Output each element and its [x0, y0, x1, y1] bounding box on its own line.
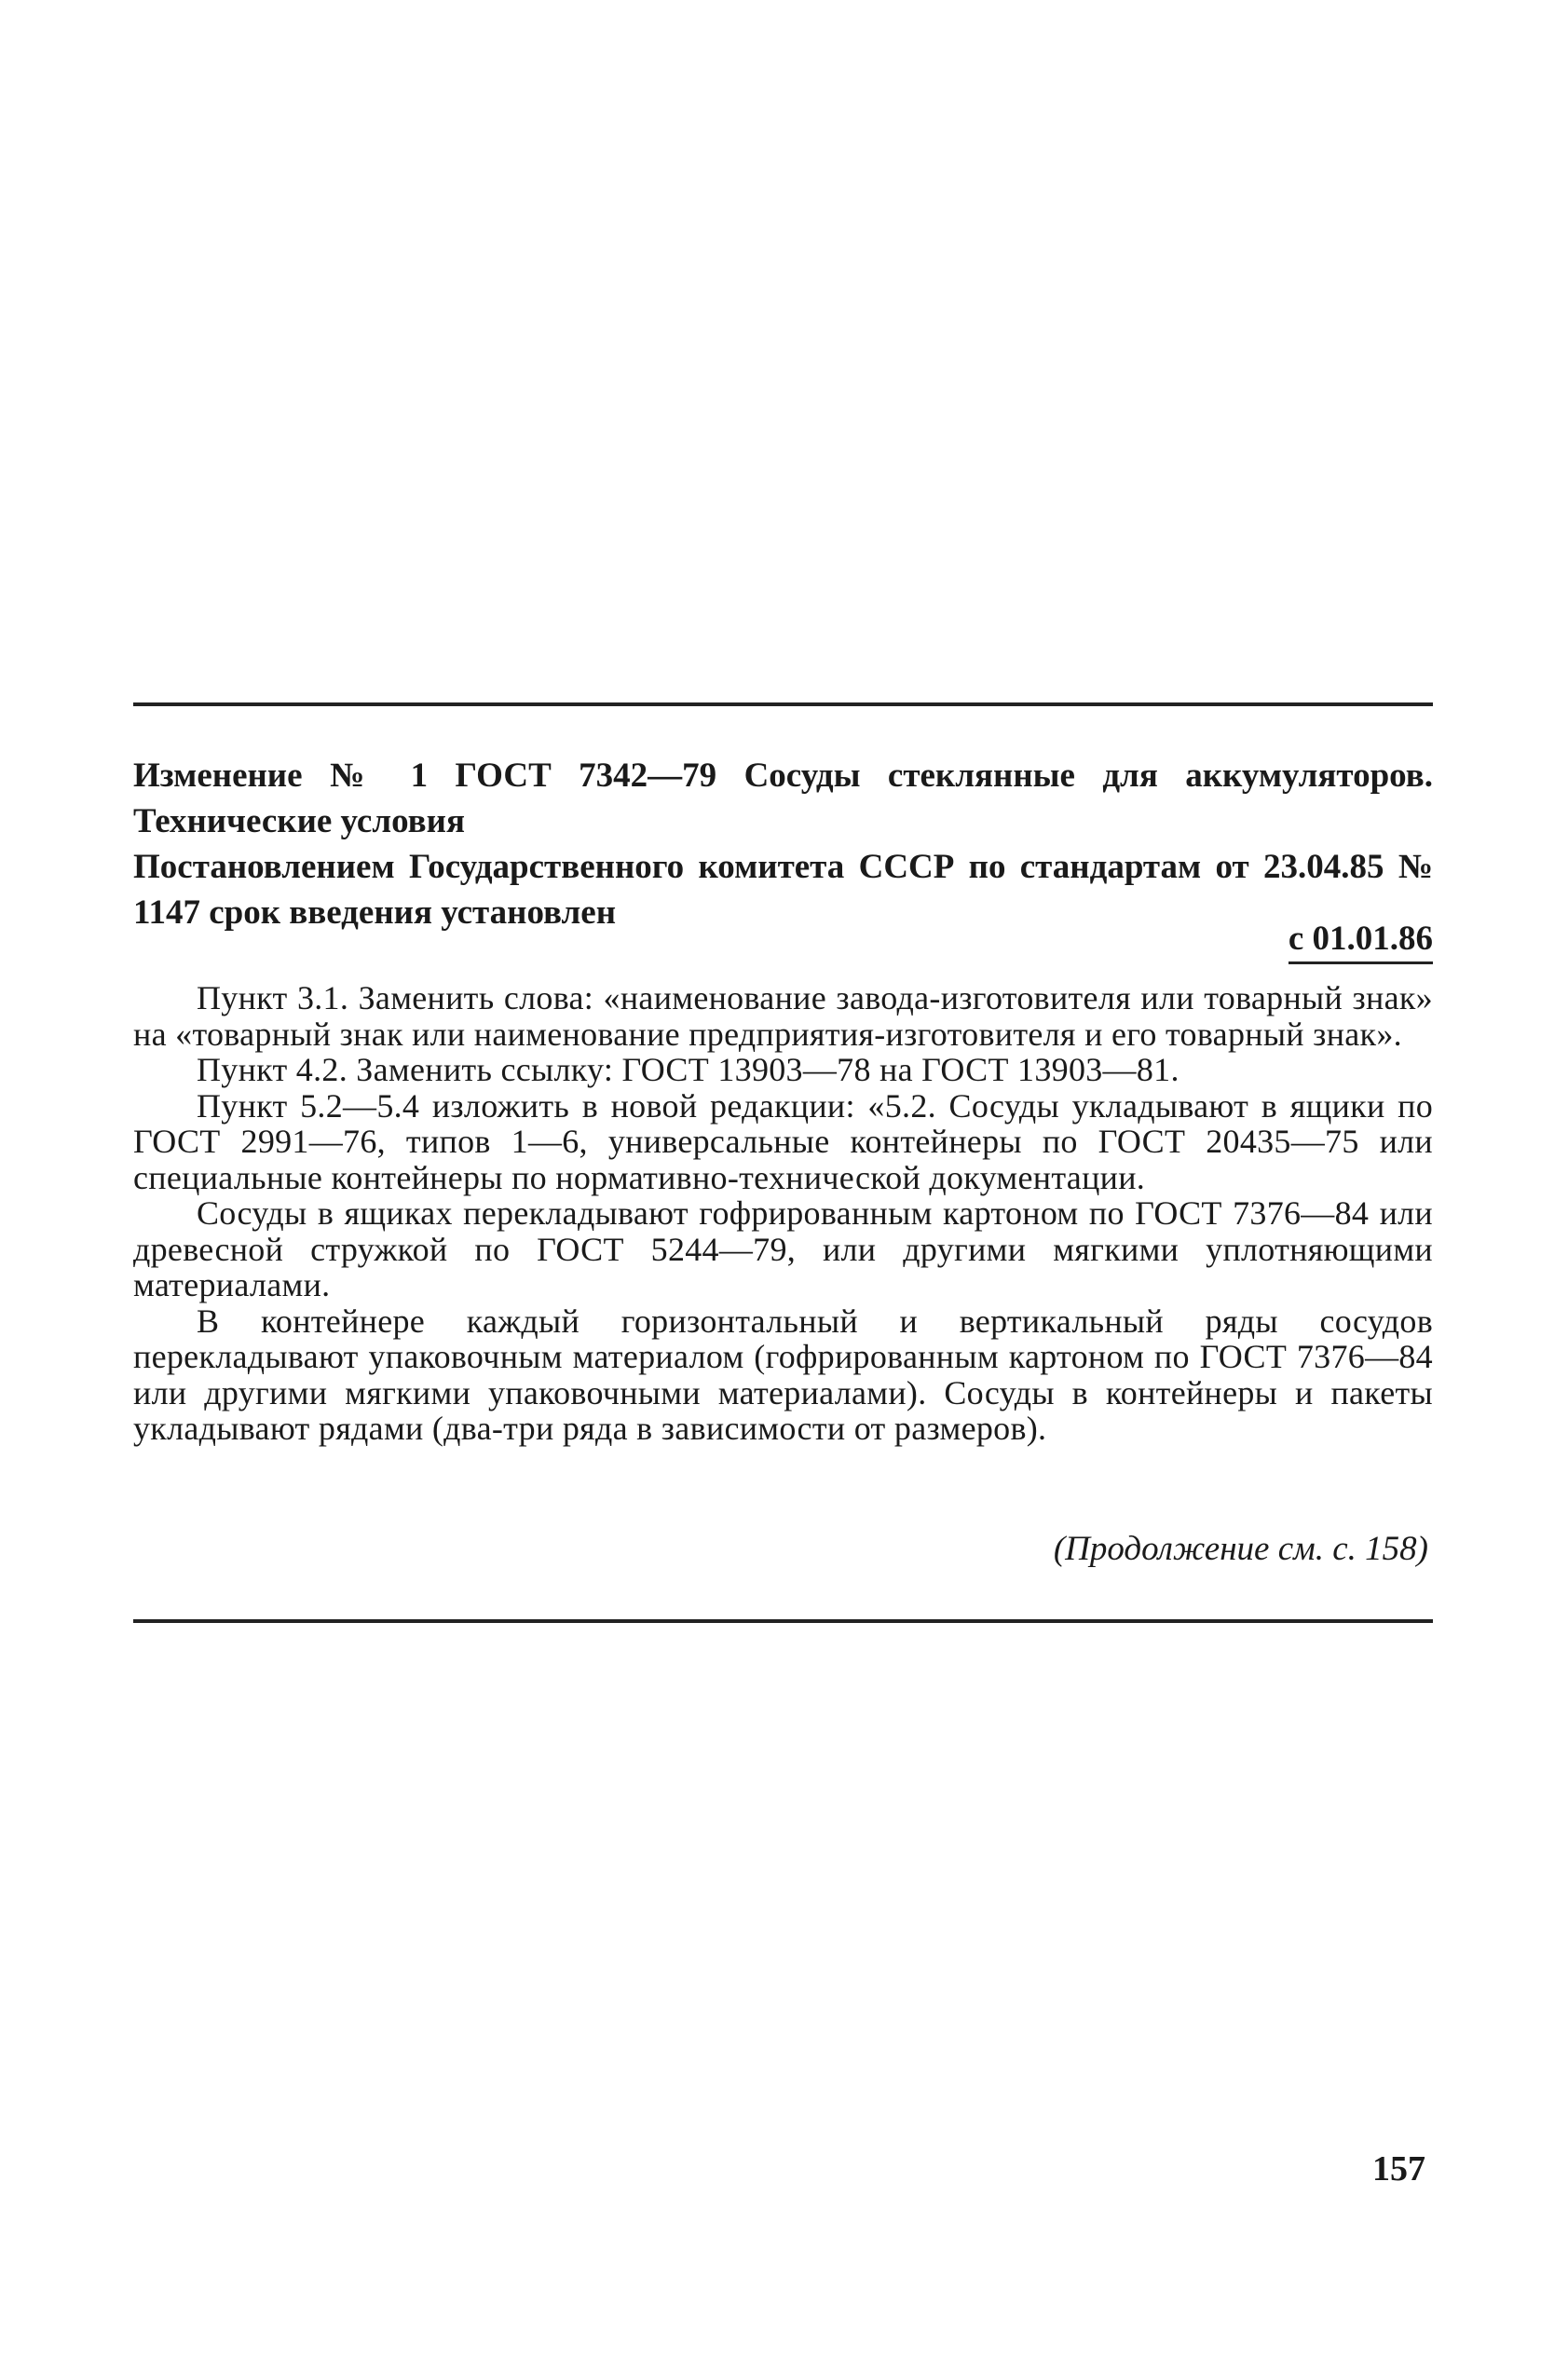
- paragraph-containers: В контейнере каждый горизонтальный и вертикальный ряды сосудов перекладывают упаковочным материалом (гофрированным картоном по ГОСТ 7376—84 или другими мягкими упаковочными материалами). Сосуды в контейнеры и пакеты укладывают рядами (два-три ряда в зависимости от размеров).: [133, 1302, 1433, 1447]
- top-rule: [133, 702, 1433, 706]
- paragraph-boxes: Сосуды в ящиках перекладывают гофрированным картоном по ГОСТ 7376—84 или древесной стружкой по ГОСТ 5244—79, или другими мягкими уплотняющими материалами.: [133, 1194, 1433, 1303]
- continuation-note: (Продолжение см. с. 158): [1053, 1530, 1428, 1568]
- bottom-rule: [133, 1619, 1433, 1623]
- amendment-body: [133, 980, 1433, 1447]
- amendment-title: Изменение № 1 ГОСТ 7342—79 Сосуды стеклянные для аккумуляторов. Технические условия: [133, 757, 1433, 840]
- decree-statement: Постановлением Государственного комитета СССР по стандартам от 23.04.85 № 1147 срок введения установлен: [133, 848, 1433, 932]
- effective-date: с 01.01.86: [1288, 917, 1433, 964]
- paragraph-item-4-2: Пункт 4.2. Заменить ссылку: ГОСТ 13903—78 на ГОСТ 13903—81.: [197, 1051, 1179, 1088]
- paragraph-item-3-1: Пункт 3.1. Заменить слова: «наименование завода-изготовителя или товарный знак» на «товарный знак или наименование предприятия-изготовителя и его товарный знак».: [133, 979, 1433, 1053]
- paragraph-item-5-2: Пункт 5.2—5.4 изложить в новой редакции: «5.2. Сосуды укладывают в ящики по ГОСТ 2991—76, типов 1—6, универсальные контейнеры по ГОСТ 20435—75 или специальные контейнеры по нормативно-технической документации.: [133, 1086, 1433, 1196]
- page-number: 157: [1372, 2149, 1425, 2189]
